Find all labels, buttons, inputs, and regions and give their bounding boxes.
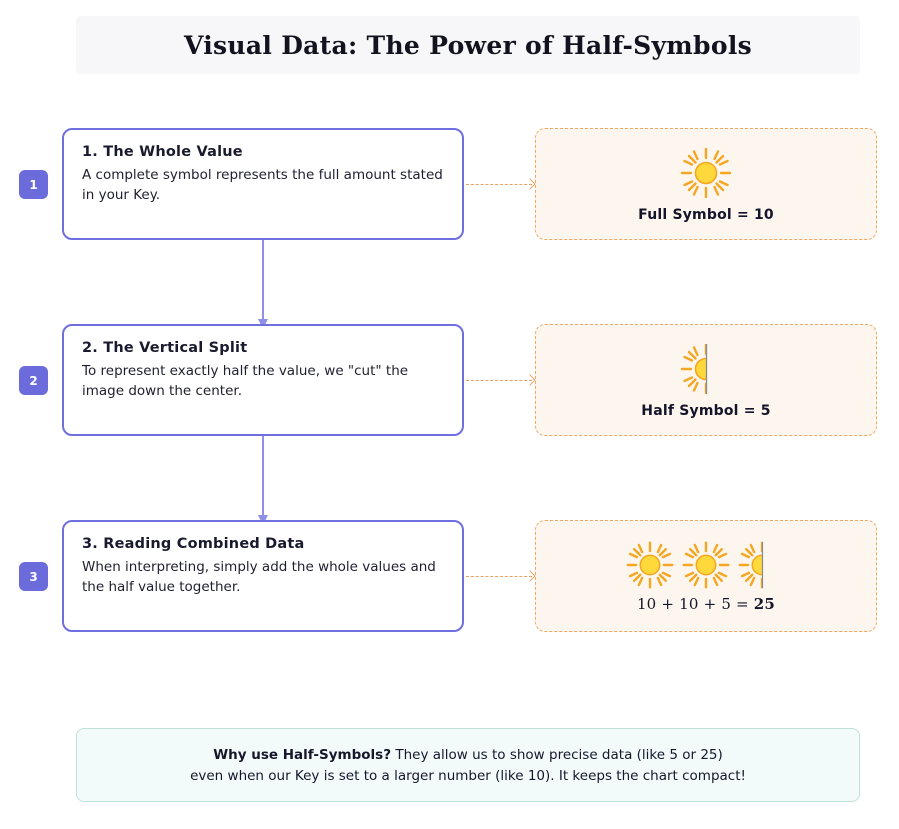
example-sum-total: 25: [753, 595, 776, 613]
step-badge-1: 1: [19, 170, 48, 199]
connector-arrow-1-to-2: [262, 240, 264, 320]
example-sum-expression: 10 + 10 + 5 =: [636, 595, 754, 613]
step-badge-3: 3: [19, 562, 48, 591]
sun-half-icon: [678, 341, 734, 397]
step-body-1: A complete symbol represents the full amount stated in your Key.: [82, 167, 443, 203]
footer-lead: Why use Half-Symbols?: [213, 746, 392, 763]
step-card-2: [62, 324, 464, 436]
footer-line-2: even when our Key is set to a larger number (like 10). It keeps the chart compact!: [190, 767, 746, 784]
example-panel-1: [535, 128, 877, 240]
connector-dash-step1: [466, 184, 532, 185]
connector-dash-step3: [466, 576, 532, 577]
connector-dash-step2: [466, 380, 532, 381]
footer-line-1: [213, 747, 723, 763]
sun-row-3: [624, 539, 788, 591]
step-body-3: When interpreting, simply add the whole values and the half value together.: [82, 559, 436, 595]
sun-full-icon: [624, 539, 676, 591]
sun-full-icon: [680, 539, 732, 591]
example-caption-3: [637, 595, 775, 613]
example-panel-2: [535, 324, 877, 436]
step-title-3: 3. Reading Combined Data: [82, 536, 305, 552]
step-card-3: [62, 520, 464, 632]
sun-row-1: [678, 145, 734, 201]
page-title: Visual Data: The Power of Half-Symbols: [183, 30, 752, 60]
sun-full-icon: [678, 145, 734, 201]
step-title-1: 1. The Whole Value: [82, 144, 243, 160]
step-body-2: To represent exactly half the value, we "cut" the image down the center.: [82, 363, 409, 399]
page-title-banner: [76, 16, 860, 74]
example-caption-1: Full Symbol = 10: [638, 207, 774, 223]
step-title-2: 2. The Vertical Split: [82, 340, 248, 356]
example-panel-3: [535, 520, 877, 632]
sun-row-2: [678, 341, 734, 397]
step-card-1: [62, 128, 464, 240]
sun-half-icon: [736, 539, 788, 591]
example-caption-2: Half Symbol = 5: [641, 403, 771, 419]
step-badge-2: 2: [19, 366, 48, 395]
footer-line-1-rest: They allow us to show precise data (like 5 or 25): [391, 746, 723, 763]
connector-arrow-2-to-3: [262, 436, 264, 516]
footer-note: [76, 728, 860, 802]
